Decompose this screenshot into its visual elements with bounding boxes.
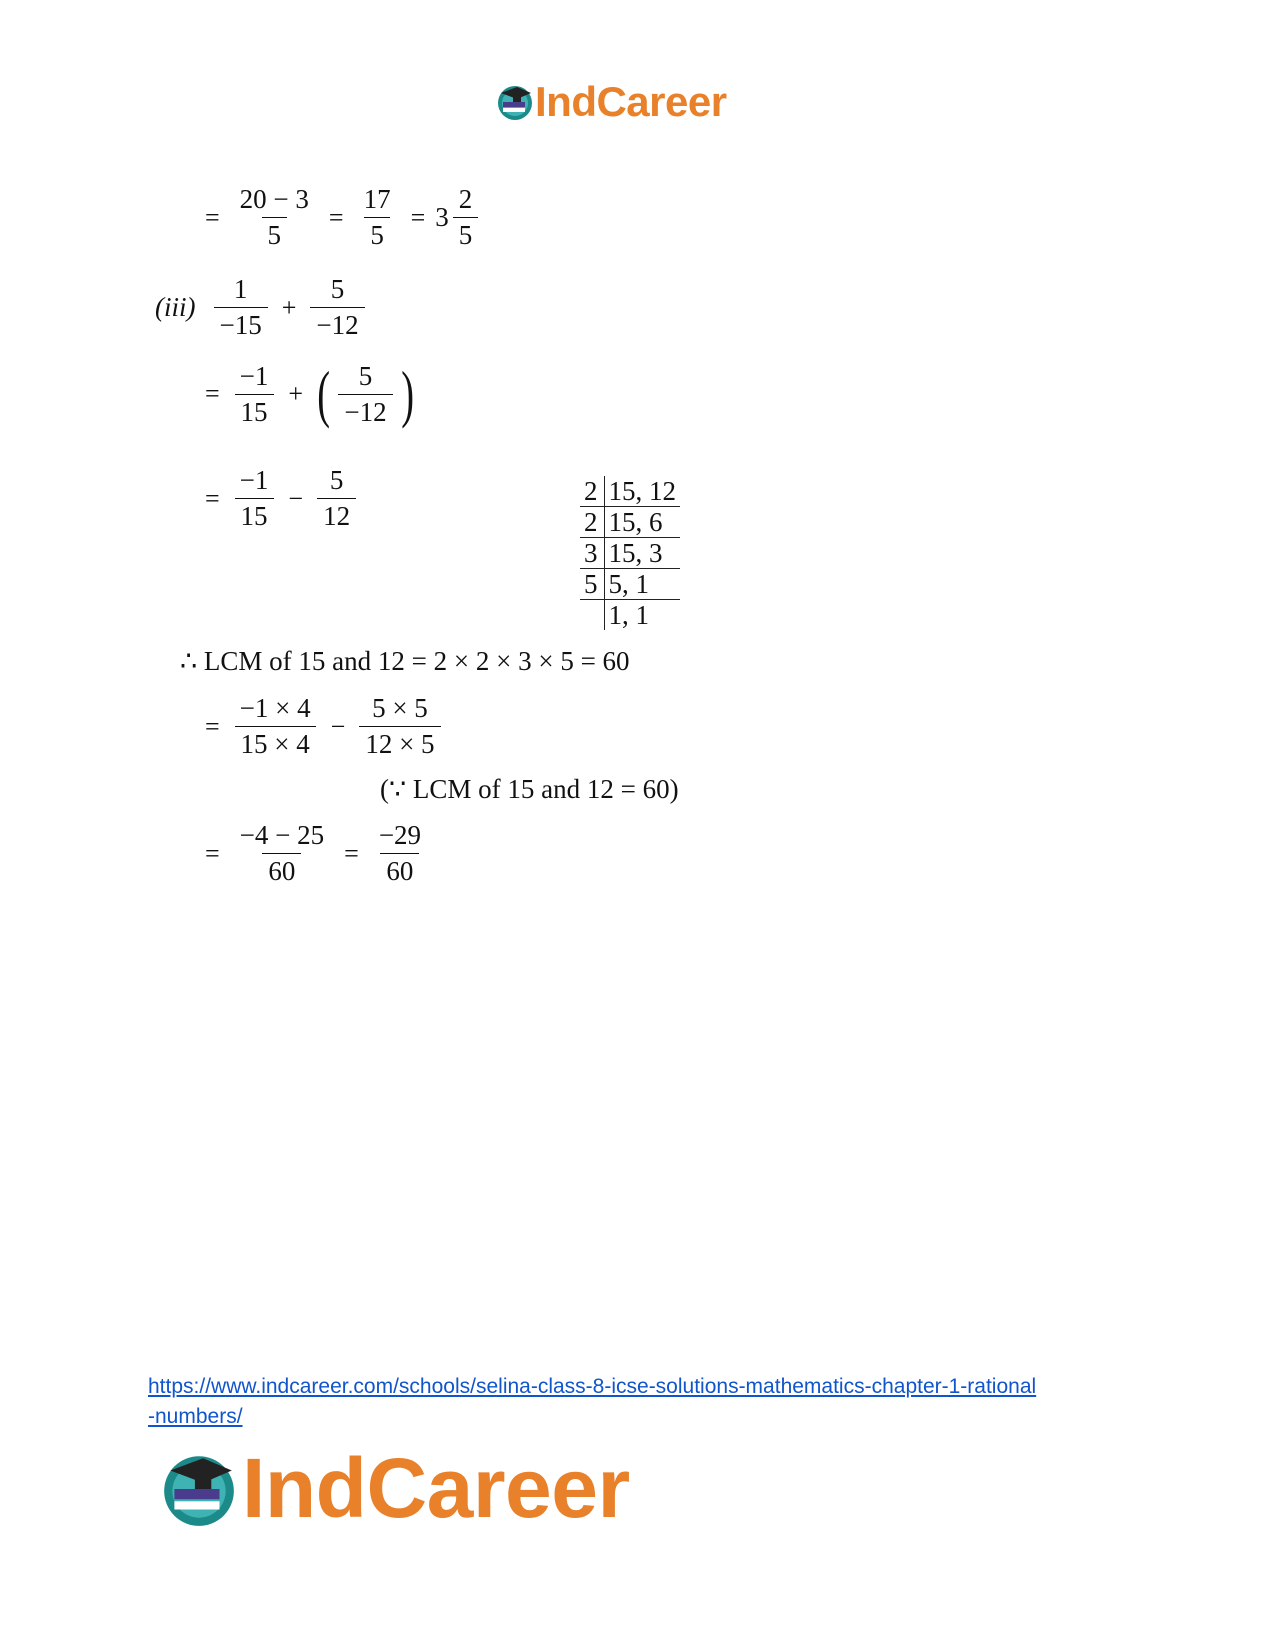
- denominator: 12 × 5: [359, 726, 440, 758]
- step-3: [205, 358, 418, 429]
- numerator: 1: [233, 274, 248, 304]
- numerator: −1: [239, 360, 269, 391]
- lcm-row: [580, 538, 680, 569]
- fraction: [358, 186, 397, 249]
- footer-link[interactable]: [148, 1372, 1108, 1432]
- fraction: [234, 186, 315, 249]
- fraction: [234, 822, 330, 885]
- plus-sign: +: [288, 379, 304, 408]
- step-4: [205, 467, 360, 530]
- lcm-divisor: 3: [580, 538, 604, 569]
- whole-part: 3: [435, 202, 449, 232]
- fraction: [317, 467, 356, 530]
- equals-sign: =: [410, 202, 426, 232]
- fraction: [234, 360, 275, 427]
- lcm-values: 5, 1: [604, 569, 680, 600]
- lcm-values: 15, 6: [604, 507, 680, 538]
- lcm-divisor: 5: [580, 569, 604, 600]
- lcm-reason-note: (∵ LCM of 15 and 12 = 60): [380, 774, 679, 804]
- equals-sign: =: [344, 838, 359, 868]
- lcm-row: [580, 600, 680, 631]
- denominator: −12: [338, 394, 392, 426]
- step-8-result: [205, 822, 431, 885]
- denominator: −12: [310, 307, 364, 339]
- denominator: 5: [262, 217, 288, 249]
- globe-cap-icon: [495, 82, 535, 122]
- left-paren: (: [317, 358, 331, 429]
- right-paren: ): [400, 358, 414, 429]
- lcm-divisor: 2: [580, 476, 604, 507]
- fraction: [453, 186, 479, 249]
- numerator: 20 − 3: [239, 184, 309, 214]
- denominator: 15 × 4: [235, 726, 316, 758]
- mixed-number: [435, 186, 482, 249]
- numerator: −1 × 4: [239, 693, 311, 723]
- lcm-statement: ∴ LCM of 15 and 12 = 2 × 2 × 3 × 5 = 60: [180, 646, 630, 676]
- fraction: [214, 276, 268, 339]
- lcm-row: [580, 569, 680, 600]
- minus-sign: −: [330, 711, 346, 741]
- denominator: 5: [364, 217, 390, 249]
- globe-cap-icon: [158, 1448, 240, 1530]
- footer-logo: [158, 1440, 630, 1537]
- denominator: 15: [235, 394, 274, 426]
- fraction: [373, 822, 427, 885]
- equals-sign: =: [328, 202, 344, 232]
- denominator: 60: [262, 853, 301, 885]
- footer-brand-text: IndCareer: [242, 1441, 630, 1535]
- numerator: −1: [239, 465, 269, 495]
- numerator: −29: [378, 820, 422, 850]
- footer-link-line-2[interactable]: -numbers/: [148, 1405, 243, 1428]
- header-logo: [495, 78, 727, 126]
- denominator: 60: [380, 853, 419, 885]
- footer-link-line-1[interactable]: https://www.indcareer.com/schools/selina-class-8-icse-solutions-mathematics-chapter-1-rational: [148, 1375, 1037, 1398]
- equals-sign: =: [205, 483, 220, 513]
- fraction: [310, 276, 364, 339]
- denominator: −15: [214, 307, 268, 339]
- step-6: [205, 695, 445, 758]
- numerator: 5: [329, 465, 344, 495]
- header-brand-text: IndCareer: [535, 78, 727, 125]
- equals-sign: =: [205, 711, 220, 741]
- numerator: 2: [458, 184, 473, 214]
- denominator: 5: [453, 217, 479, 249]
- fraction: [359, 695, 440, 758]
- lcm-values: 15, 3: [604, 538, 680, 569]
- part-label: (iii): [155, 292, 196, 322]
- denominator: 12: [317, 498, 356, 530]
- lcm-values: 15, 12: [604, 476, 680, 507]
- numerator: −4 − 25: [239, 820, 325, 850]
- step-2-question: [155, 276, 369, 339]
- lcm-divisor: [580, 600, 604, 631]
- equals-sign: =: [205, 379, 220, 408]
- numerator: 5: [330, 274, 345, 304]
- lcm-row: [580, 507, 680, 538]
- minus-sign: −: [288, 483, 304, 513]
- numerator: 5 × 5: [372, 693, 428, 723]
- fraction: [338, 360, 392, 427]
- numerator: 17: [363, 184, 391, 214]
- denominator: 15: [235, 498, 274, 530]
- step-1: [205, 186, 482, 249]
- fraction: [234, 695, 317, 758]
- numerator: 5: [358, 360, 373, 391]
- fraction: [234, 467, 275, 530]
- equals-sign: =: [205, 202, 220, 232]
- lcm-divisor: 2: [580, 507, 604, 538]
- lcm-row: [580, 476, 680, 507]
- plus-sign: +: [281, 292, 297, 322]
- lcm-division-table: [580, 476, 680, 630]
- equals-sign: =: [205, 838, 220, 868]
- lcm-values: 1, 1: [608, 600, 649, 630]
